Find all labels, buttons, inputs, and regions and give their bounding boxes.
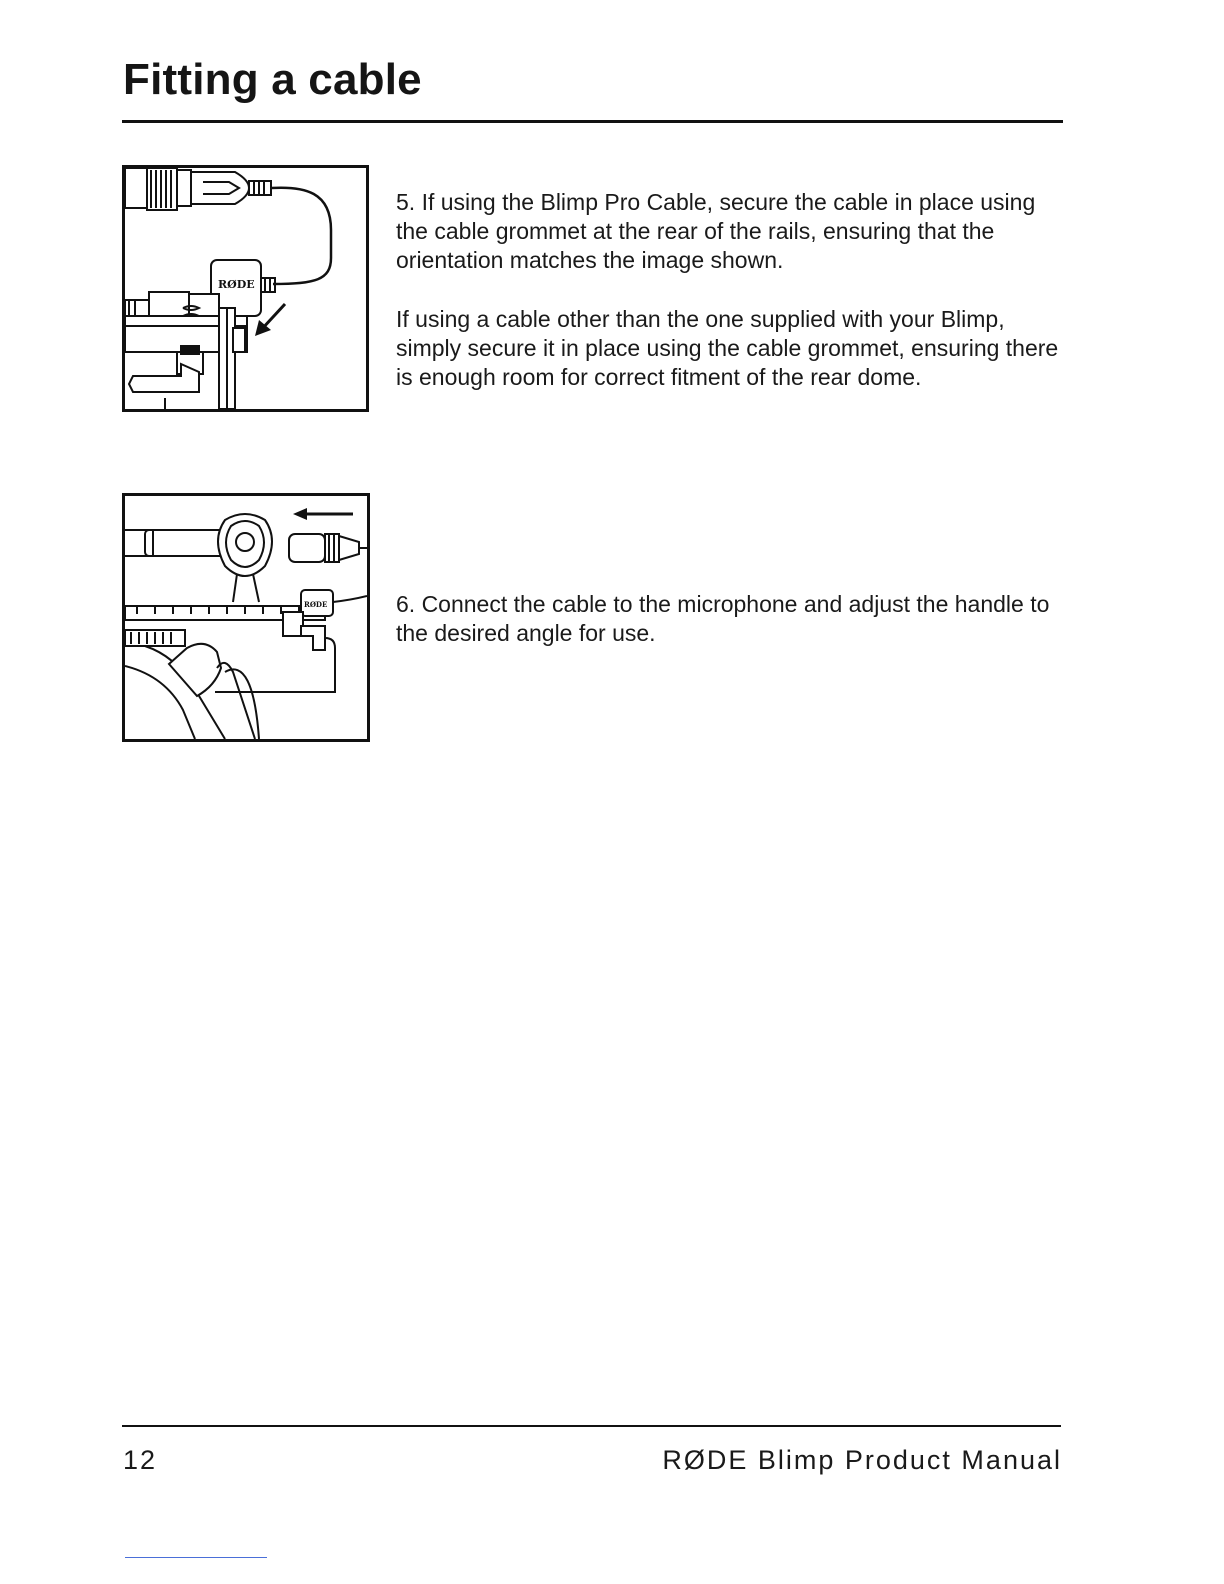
rode-logo-mark: RØDE [304,600,328,609]
step-6-instruction: 6. Connect the cable to the microphone and adjust the handle to the desired angle for use. [396,591,1050,646]
footer-divider [122,1425,1061,1427]
rode-logo-mark: RØDE [218,278,255,291]
title-divider [122,120,1063,123]
manual-title: RØDE Blimp Product Manual [662,1445,1062,1475]
link-underline [125,1557,267,1558]
step-5-instruction: 5. If using the Blimp Pro Cable, secure the cable in place using the cable grommet at the rear of the rails, ensuring that the orientation matches the image shown. [396,189,1036,273]
connect-microphone-illustration [122,493,370,742]
step-5-alternative-instruction: If using a cable other than the one supplied with your Blimp, simply secure it in place using the cable grommet, ensuring there is enough room for correct fitment of the rear dome. [396,306,1059,390]
page-number: 12 [123,1445,158,1475]
cable-grommet-illustration [122,165,369,412]
page-title: Fitting a cable [123,55,422,104]
